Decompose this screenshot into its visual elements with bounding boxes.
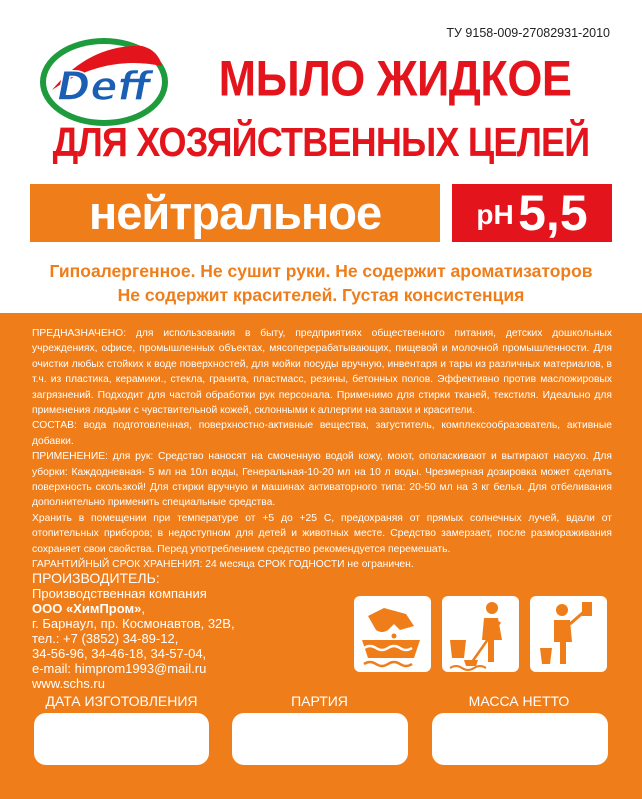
producer-address: г. Барнаул, пр. Космонавтов, 32В, [32,616,235,631]
tu-code: ТУ 9158-009-27082931-2010 [446,26,610,40]
producer-phone: тел.: +7 (3852) 34-89-12, [32,631,179,646]
producer-company: ООО «ХимПром» [32,601,142,616]
window-cleaning-icon [530,596,607,672]
producer-website: www.schs.ru [32,676,105,691]
description-text [32,326,612,573]
claim-line-1: Гипоалергенное. Не сушит руки. Не содержит ароматизаторов [49,261,593,281]
producer-company-comma: , [141,601,145,616]
purpose-paragraph: ПРЕДНАЗНАЧЕНО: для использования в быту, предприятиях общественного питания, детских дошкольных учреждениях, офисе, промышленных объектах, мясоперерабатывающих, пищевой и молочной промышленности. Для очистки любых стойких к воде поверхностей, для мойки посуды вручную, инвентаря и тары из различных материалов, в т.ч. из пластика, керамики., стекла, гранита, пластмасс, резины, бетонных полов. Эффективно против масложировых загрязнений. Подходит для частой обработки рук персонала. Применимо для стирки тканей, текстиля. Идеально для применения людьми с чувствительной кожей, склонными к аллергии на запахи и красители. [32,328,612,417]
batch-label: ПАРТИЯ [291,693,348,709]
producer-title: ПРОИЗВОДИТЕЛЬ: [32,570,160,586]
composition-paragraph: СОСТАВ: вода подготовленная, поверхностно-активные вещества, загуститель, комплексообразователь, активные добавки. [32,420,612,447]
producer-phone-2: 34-56-96, 34-46-18, 34-57-04, [32,646,207,661]
storage-paragraph: Хранить в помещении при температуре от +5 до +25 С, предохраняя от прямых солнечных лучей, вдали от отопительных приборов; в недоступном для детей и животных месте. Средство замерзает, после размораживания сохраняет свои свойства. Перед употреблением средство рекомендуется перемешать. [32,512,612,555]
mass-field[interactable] [432,713,608,765]
floor-cleaning-icon [442,596,519,672]
mass-label: МАССА НЕТТО [468,693,570,709]
warranty-paragraph: ГАРАНТИЙНЫЙ СРОК ХРАНЕНИЯ: 24 месяца СРОК ГОДНОСТИ не ограничен. [32,559,414,571]
producer-company-line [32,601,332,616]
producer-email: e-mail: himprom1993@mail.ru [32,661,207,676]
hand-washing-icon [354,596,431,672]
ph-badge [452,184,612,242]
producer-line-1: Производственная компания [32,586,207,601]
product-title: МЫЛО ЖИДКОЕ [218,49,572,107]
product-subtitle: ДЛЯ ХОЗЯЙСТВЕННЫХ ЦЕЛЕЙ [52,118,590,165]
usage-paragraph: ПРИМЕНЕНИЕ: для рук: Средство наносят на смоченную водой кожу, моют, ополаскивают и вытирают насухо. Для уборки: Каждодневная- 5 мл на 10л воды, Генеральная-10-20 мл на 10 л воды. Чрезмерная дозировка может сделать поверхность скользкой! Для стирки вручную и машинах активаторного типа: 20-50 мл на 3 кг белья. Для отбеливания дополнительно применить специальные средства. [32,451,612,509]
ph-value: 5,5 [518,185,588,241]
brand-text: Deff [57,64,151,110]
producer-info [32,571,332,691]
date-label: ДАТА ИЗГОТОВЛЕНИЯ [45,693,198,709]
batch-field[interactable] [232,713,408,765]
ph-label: pH [476,199,514,230]
neutral-banner: нейтральное [30,184,440,242]
claim-line-2: Не содержит красителей. Густая консистенция [117,285,525,305]
date-field[interactable] [34,713,209,765]
